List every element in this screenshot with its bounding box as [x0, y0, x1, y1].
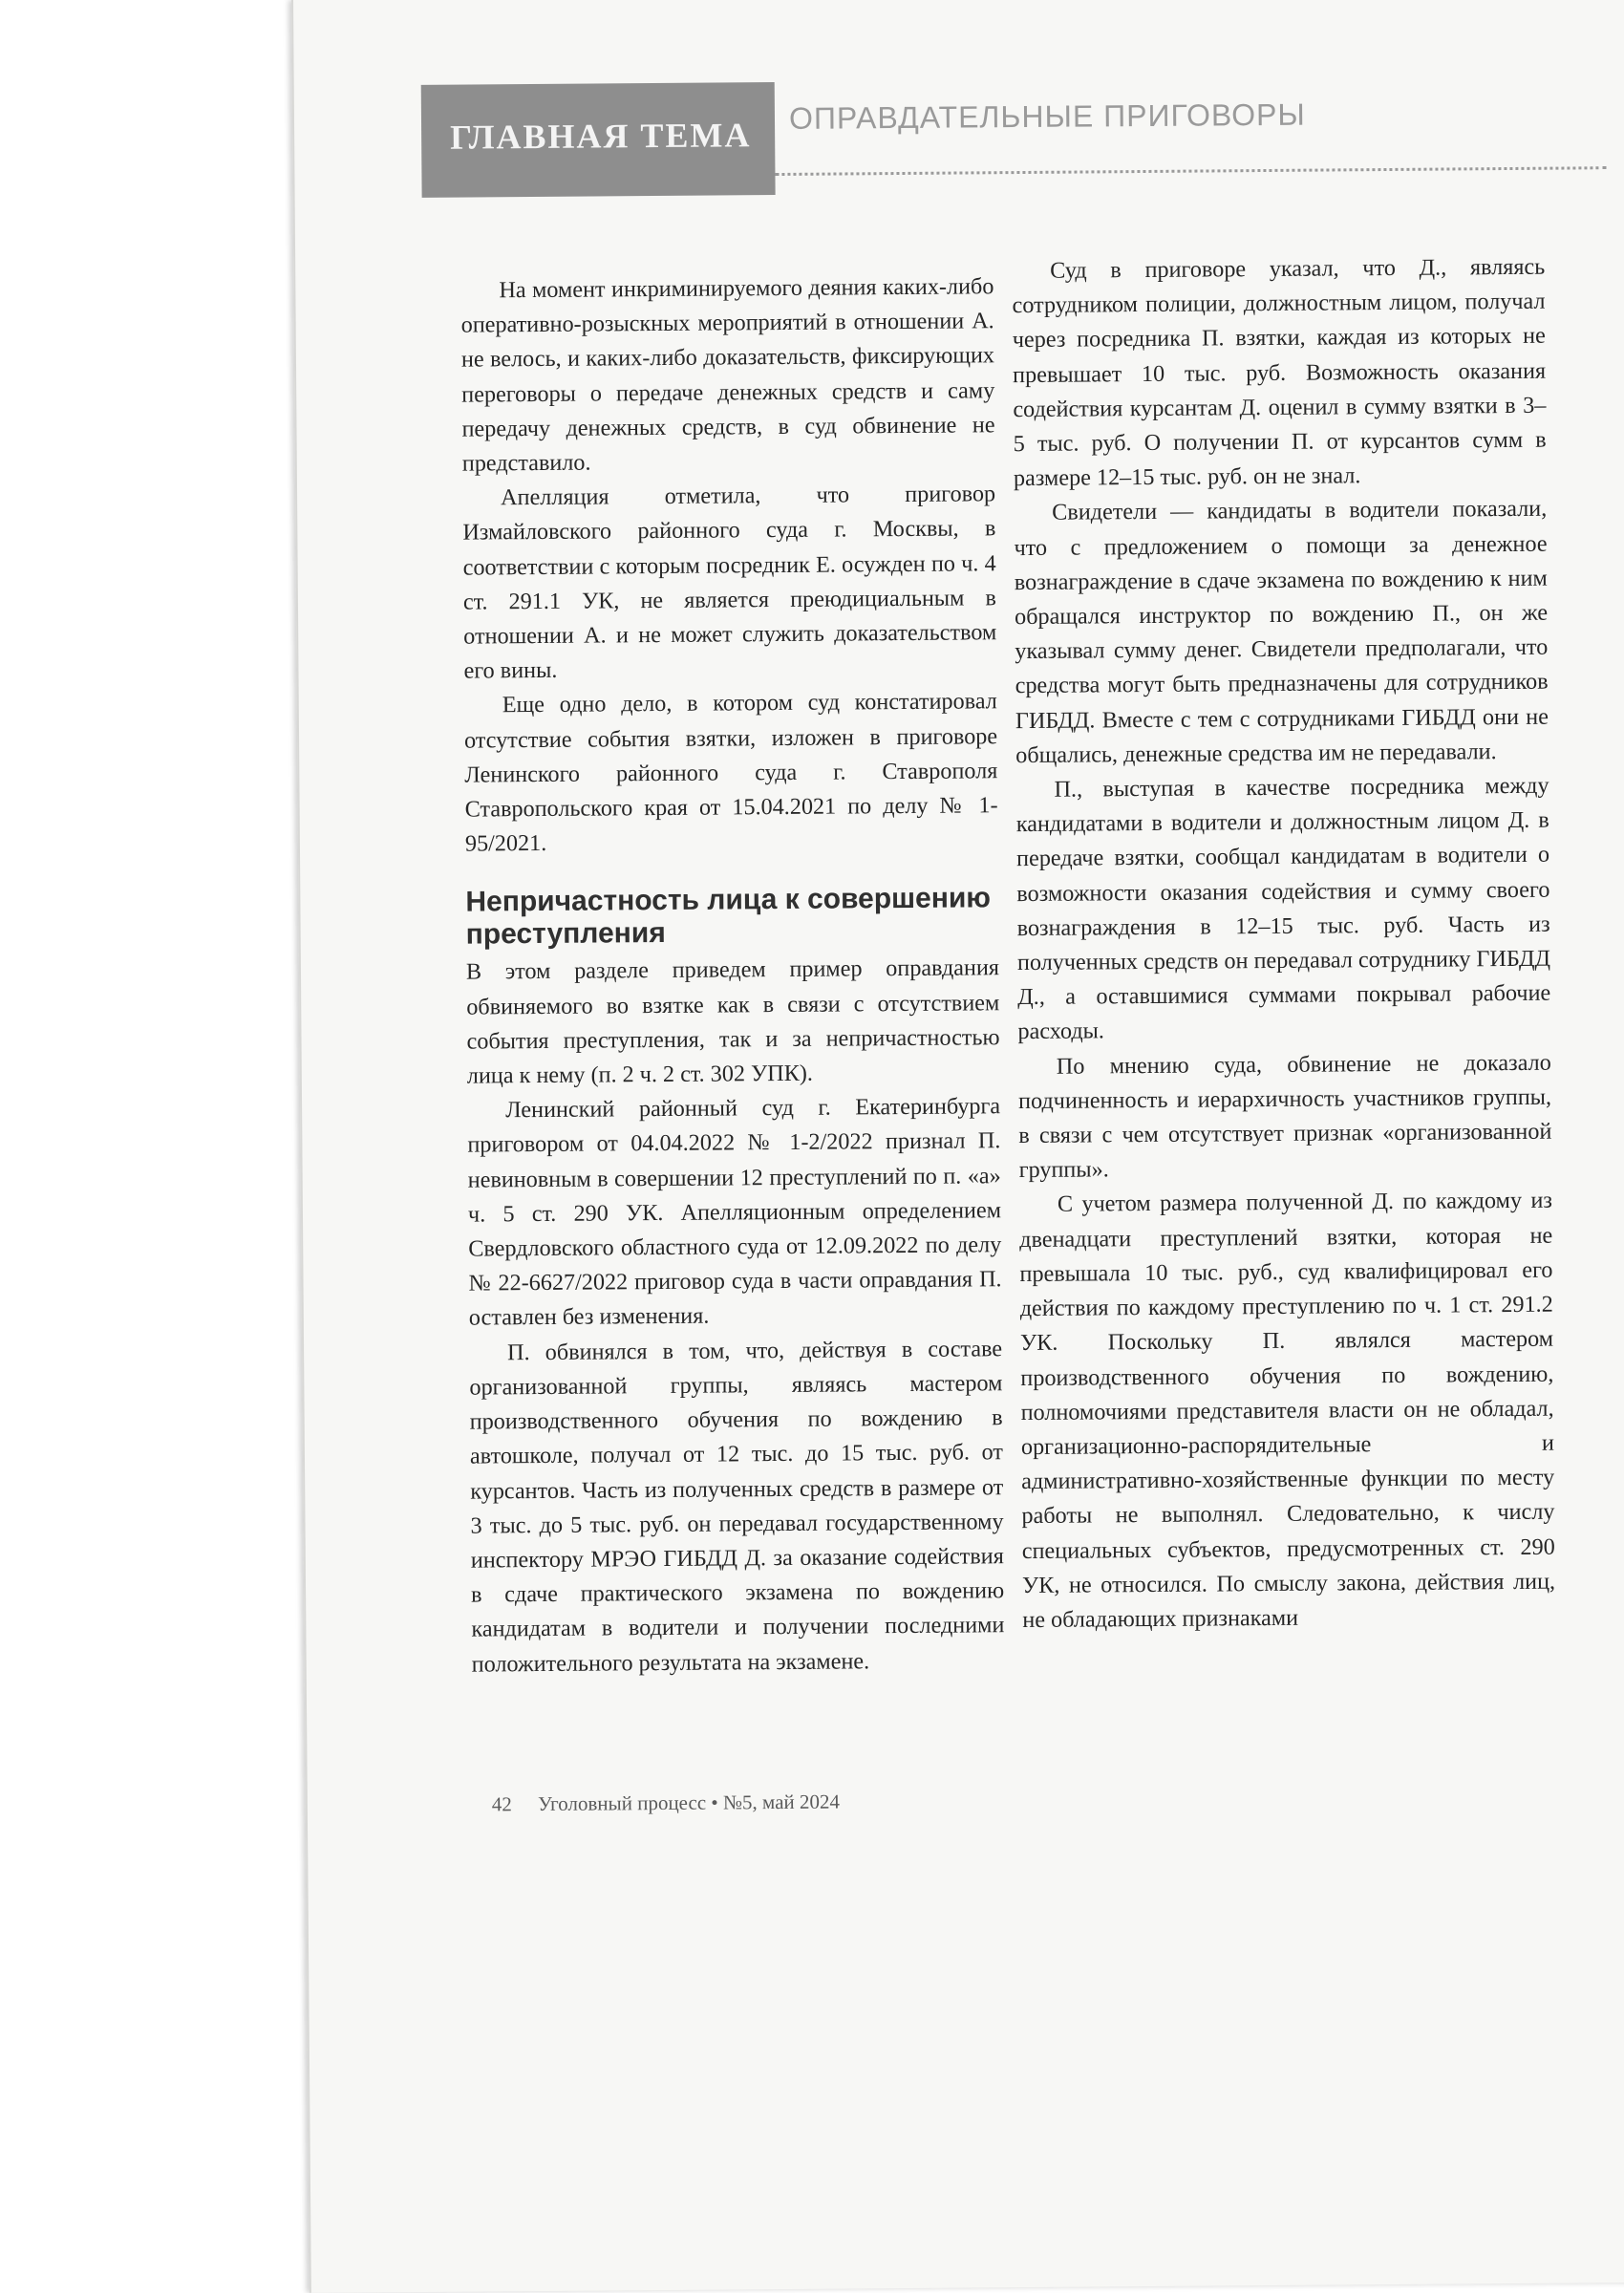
- paragraph: Суд в приговоре указал, что Д., являясь сотрудником полиции, должностным лицом, получал через посредника П. взятки, каждая из которых не превышает 10 тыс. руб. Возможность оказания содействия курсантам Д. оценил в сумму взятки в 3–5 тыс. руб. О получении П. от курсантов сумм в размере 12–15 тыс. руб. он не знал.: [1012, 253, 1547, 492]
- section-tag: ГЛАВНАЯ ТЕМА: [449, 116, 752, 157]
- left-column: [460, 269, 1005, 1682]
- paragraph: С учетом размера полученной Д. по каждому из двенадцати преступлений взятки, которая не превышала 10 тыс. руб., суд квалифицировал его действия по каждому преступлению по ч. 1 ст. 291.2 УК. Поскольку П. являлся мастером производственного обучения по вождению, полномочиями представителя власти он не обладал, организационно-распорядительные и административно-хозяйственные функции по месту работы не выполнял. Следовательно, к числу специальных субъектов, предусмотренных ст. 290 УК, не относился. По смыслу закона, действия лиц, не обладающих признаками: [1019, 1188, 1556, 1633]
- paragraph: В этом разделе приведем пример оправдания обвиняемого во взятке как в связи с отсутствием события преступления, так и за непричастностью лица к нему (п. 2 ч. 2 ст. 302 УПК).: [465, 954, 1000, 1089]
- section-heading: Непричастность лица к совершению преступления: [465, 882, 992, 952]
- page-number: 42: [491, 1792, 512, 1816]
- section-title: ОПРАВДАТЕЛЬНЫЕ ПРИГОВОРЫ: [788, 96, 1306, 136]
- section-tag-box: [421, 82, 776, 198]
- publication-info: Уголовный процесс • №5, май 2024: [537, 1789, 841, 1816]
- paragraph: Ленинский районный суд г. Екатеринбурга приговором от 04.04.2022 № 1-2/2022 признал П. невиновным в совершении 12 преступлений по п. «а» ч. 5 ст. 290 УК. Апелляционным определением Свердловского областного суда от 12.09.2022 по делу № 22-6627/2022 приговор суда в части оправдания П. оставлен без изменения.: [467, 1093, 1002, 1332]
- paragraph: П. обвинялся в том, что, действуя в составе организованной группы, являясь мастером производственного обучения по вождению в автошколе, получал от 12 тыс. до 15 тыс. руб. от курсантов. Часть из полученных средств в размере от 3 тыс. до 5 тыс. руб. он передавал государственному инспектору МРЭО ГИБДД Д. за оказание содействия в сдаче практического экзамена по вождению кандидатам в водители и получении последними положительного результата на экзамене.: [469, 1335, 1005, 1678]
- paragraph: На момент инкриминируемого деяния каких-либо оперативно-розыскных мероприятий в отношении А. не велось, и каких-либо доказательств, фиксирующих переговоры о передаче денежных средств и саму передачу денежных средств, в суд обвинение не представило.: [460, 273, 995, 477]
- header-dotted-rule: [775, 166, 1606, 176]
- paragraph: Еще одно дело, в котором суд констатировал отсутствие события взятки, изложен в приговоре Ленинского районного суда г. Ставрополя Ставропольского края от 15.04.2021 по делу № 1-95/2021.: [463, 688, 998, 857]
- paragraph: Апелляция отметила, что приговор Измайловского районного суда г. Москвы, в соответствии с которым посредник Е. осужден по ч. 4 ст. 291.1 УК, не является преюдициальным в отношении А. и не может служить доказательством его вины.: [462, 481, 997, 684]
- paragraph: П., выступая в качестве посредника между кандидатами в водители и должностным лицом Д. в передаче взятки, сообщал кандидатам в водители о возможности оказания содействия и сумму своего вознаграждения в 12–15 тыс. руб. Часть из полученных средств он передавал сотруднику ГИБДД Д., а оставшимися суммами покрывал рабочие расходы.: [1015, 772, 1551, 1045]
- magazine-page: [291, 0, 1624, 2293]
- paragraph: Свидетели — кандидаты в водители показали, что с предложением о помощи за денежное вознаграждение в сдаче экзамена по вождению к ним обращался инструктор по вождению П., он же указывал сумму денег. Свидетели предполагали, что средства могут быть предназначены для сотрудников ГИБДД. Вместе с тем с сотрудниками ГИБДД они не общались, денежные средства им не передавали.: [1014, 496, 1549, 768]
- right-column: [1012, 250, 1555, 1638]
- paragraph: По мнению суда, обвинение не доказало подчиненность и иерархичность участников группы, в связи с чем отсутствует признак «организованной группы».: [1017, 1049, 1552, 1184]
- page-footer: [492, 1790, 840, 1817]
